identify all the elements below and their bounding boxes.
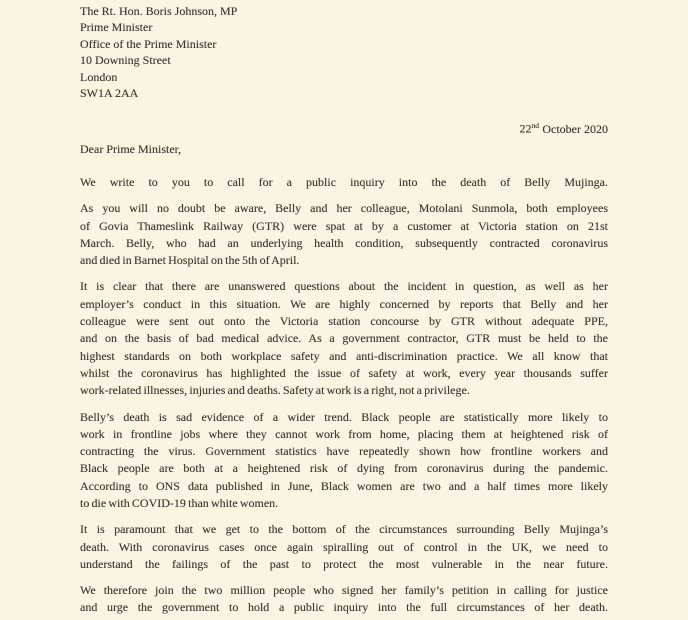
letter-line: employer’s conduct in this situation. We are highly concerned by reports that Belly and her [80, 296, 608, 311]
letter-line: and on the basis of bad medical advice. As a government contractor, GTR must be held to the [80, 331, 608, 346]
letter-line: Belly’s death is sad evidence of a wider trend. Black people are statistically more likely to [80, 409, 608, 424]
address-line-title: Prime Minister [80, 20, 153, 35]
letter-line: It is paramount that we get to the bottom of the circumstances surrounding Belly Mujinga’s [80, 522, 608, 537]
letter-line: whilst the coronavirus has highlighted the issue of safety at work, every year thousands suffer [80, 365, 608, 380]
letter-line: highest standards on both workplace safety and anti-discrimination practice. We all know that [80, 348, 608, 363]
letter-line: of Govia Thameslink Railway (GTR) were spat at by a customer at Victoria station on 21st [80, 218, 608, 233]
date-ordinal-suffix: nd [531, 121, 539, 131]
letter-line: As you will no doubt be aware, Belly and her colleague, Motolani Sunmola, both employees [80, 201, 608, 216]
address-line-city: London [80, 69, 118, 84]
letter-paragraph [80, 200, 608, 269]
letter-paragraph [80, 409, 608, 513]
address-line-recipient-name: The Rt. Hon. Boris Johnson, MP [80, 4, 238, 18]
letter-body [80, 174, 608, 617]
salutation: Dear Prime Minister, [80, 141, 182, 156]
letter-line: It is clear that there are unanswered questions about the incident in question, as well as her [80, 279, 608, 294]
letter-line: work in frontline jobs where they cannot work from home, placing them at heightened risk of [80, 426, 608, 441]
letter-line: March. Belly, who had an underlying health condition, subsequently contracted coronavirus [80, 235, 608, 250]
address-line-street: 10 Downing Street [80, 53, 171, 68]
letter-line: According to ONS data published in June, Black women are two and a half times more likely [80, 478, 608, 493]
letter-line: understand the failings of the past to protect the most vulnerable in the near future. [80, 556, 608, 571]
letter-line: death. With coronavirus cases once again spiralling out of control in the UK, we need to [80, 539, 608, 554]
letter-line: work-related illnesses, injuries and deaths. Safety at work is a right, not a privilege. [80, 383, 470, 398]
date-day: 22 [519, 121, 532, 136]
recipient-address [80, 3, 608, 101]
letter-line: and urge the government to hold a public inquiry into the full circumstances of her death. [80, 600, 608, 615]
address-line-office: Office of the Prime Minister [80, 36, 217, 51]
letter-paragraph [80, 278, 608, 399]
date-month-year: October 2020 [542, 121, 608, 136]
letter-line: colleague were sent out onto the Victoria station concourse by GTR without adequate PPE, [80, 314, 608, 329]
letter-line: Black people are both at a heightened risk of dying from coronavirus during the pandemic. [80, 461, 608, 476]
letter-line: We write to you to call for a public inquiry into the death of Belly Mujinga. [80, 174, 608, 189]
address-line-postcode: SW1A 2AA [80, 86, 139, 101]
letter-paragraph [80, 521, 608, 573]
letter-line: contracting the virus. Government statistics have repeatedly shown how frontline workers and [80, 444, 608, 459]
letter-date [80, 117, 608, 138]
letter-paragraph [80, 174, 608, 191]
letter-line: and died in Barnet Hospital on the 5th of April. [80, 253, 300, 268]
letter-line: We therefore join the two million people who signed her family’s petition in calling for justice [80, 583, 608, 598]
letter-paragraph [80, 582, 608, 617]
letter-line: to die with COVID-19 than white women. [80, 495, 279, 510]
